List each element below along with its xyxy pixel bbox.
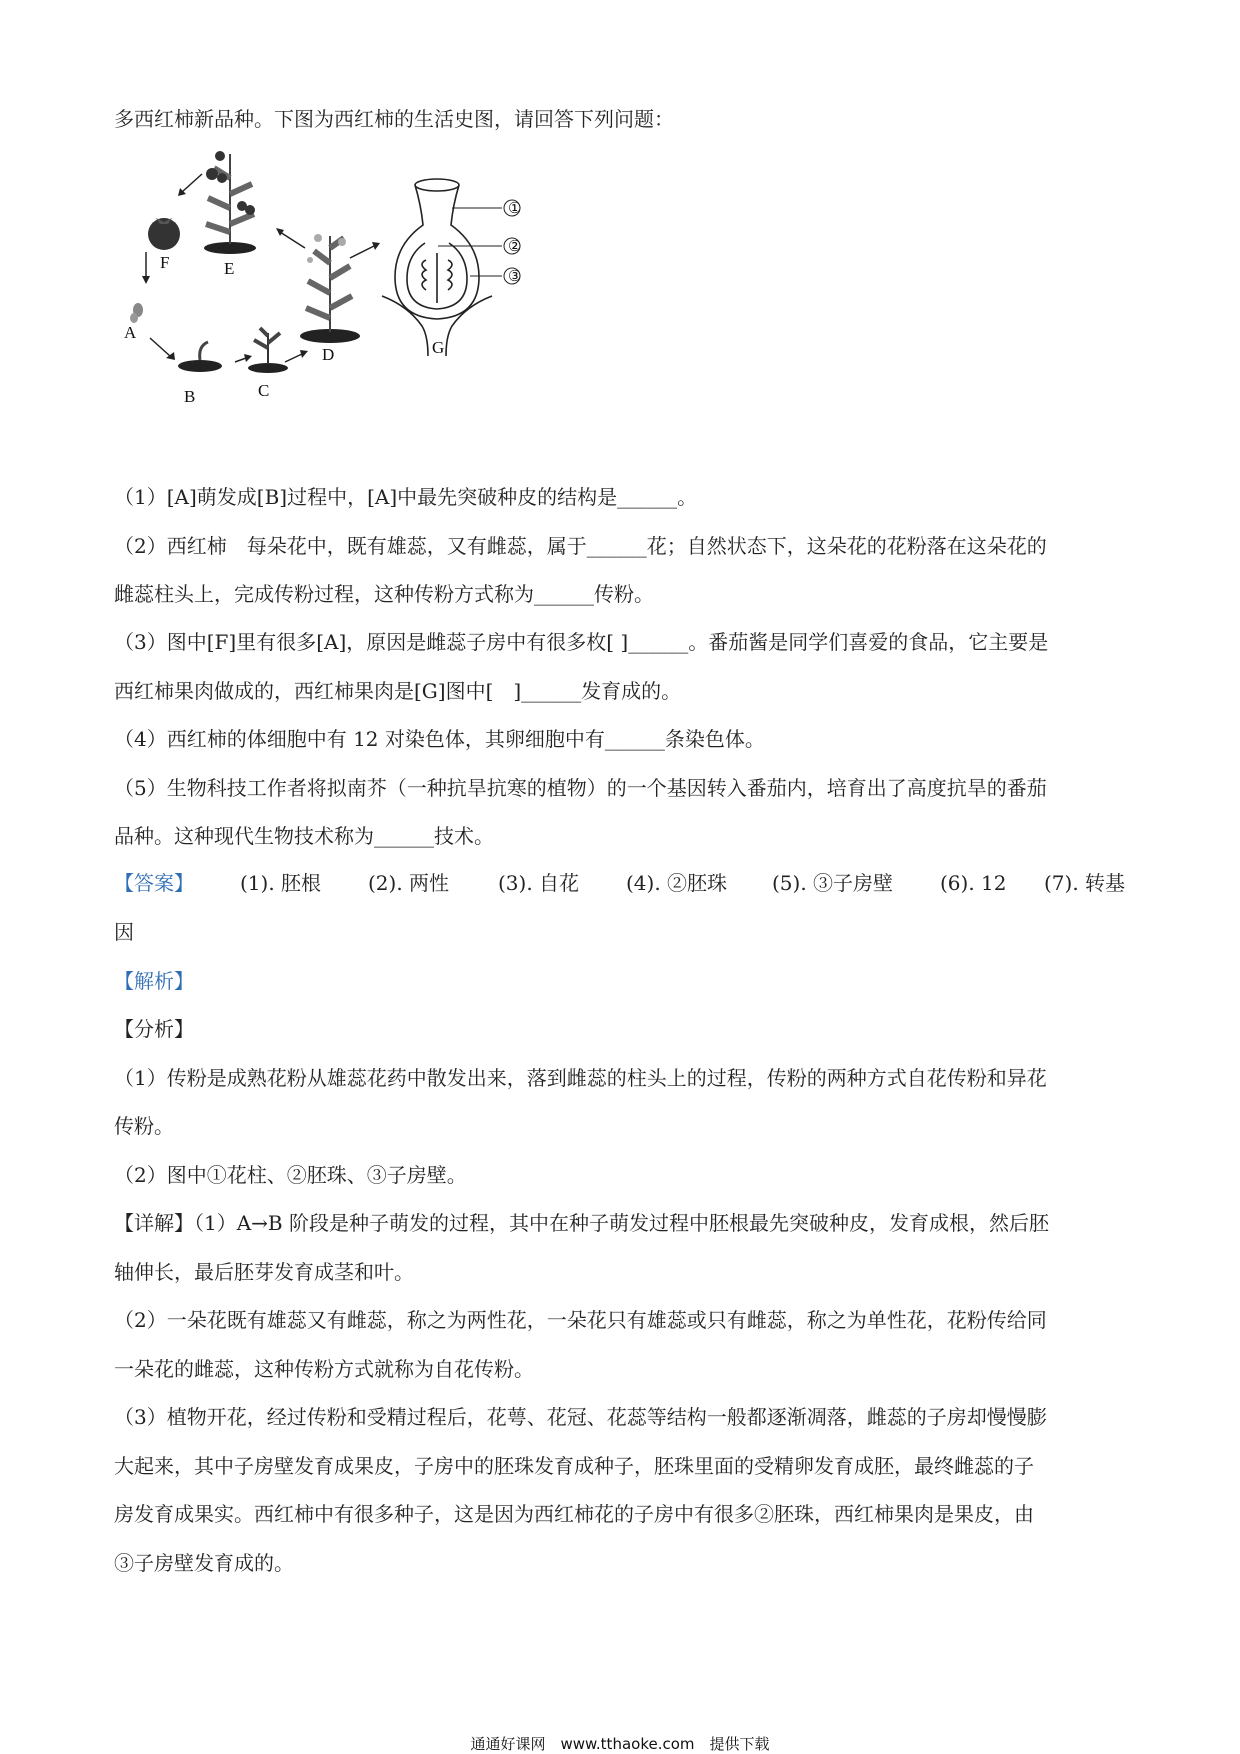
question-4: （4）西红柿的体细胞中有 12 对染色体，其卵细胞中有______条染色体。: [114, 727, 765, 751]
pistil-diagram: [382, 179, 492, 356]
page-footer: 通通好课网 www.tthaoke.com 提供下载: [470, 1735, 770, 1753]
germinating-seed-icon: [178, 342, 222, 372]
question-5-line-1: （5）生物科技工作者将拟南芥（一种抗旱抗寒的植物）的一个基因转入番茄内，培育出了高度抗旱的番茄: [114, 776, 1047, 800]
answer-item-5: (5). ③子房壁: [772, 871, 894, 895]
answer-item-6: (6). 12: [940, 871, 1007, 895]
label-c: C: [258, 381, 270, 400]
detail-line-8: ③子房壁发育成的。: [114, 1551, 294, 1575]
fenxi-tag: 【分析】: [114, 1017, 194, 1041]
pointer-lines: [438, 208, 502, 276]
detail-line-7: 房发育成果实。西红柿中有很多种子，这是因为西红柿花的子房中有很多②胚珠，西红柿果肉是果皮，由: [114, 1502, 1034, 1526]
question-2-line-2: 雌蕊柱头上，完成传粉过程，这种传粉方式称为______传粉。: [114, 582, 654, 606]
label-b: B: [184, 387, 196, 406]
flowering-plant-icon: [300, 234, 360, 343]
marker-2: ②: [508, 239, 522, 255]
answer-item-3: (3). 自花: [498, 871, 580, 895]
seed-icon: [130, 303, 143, 323]
answer-item-4: (4). ②胚珠: [626, 871, 728, 895]
fenxi-line-3: （2）图中①花柱、②胚珠、③子房壁。: [114, 1163, 467, 1187]
fenxi-line-2: 传粉。: [114, 1114, 174, 1138]
label-e: E: [224, 259, 235, 278]
detail-line-4: 一朵花的雌蕊，这种传粉方式就称为自花传粉。: [114, 1357, 534, 1381]
analysis-tag: 【解析】: [114, 969, 194, 993]
answer-tag: 【答案】: [114, 871, 194, 895]
label-g: G: [432, 338, 445, 357]
intro-text: 多西红柿新品种。下图为西红柿的生活史图，请回答下列问题：: [114, 107, 674, 131]
detail-line-1: [114, 1210, 1049, 1236]
question-2-line-1: （2）西红柿 每朵花中，既有雄蕊，又有雌蕊，属于______花；自然状态下，这朵花的花粉落在这朵花的: [114, 534, 1047, 558]
marker-3: ③: [508, 269, 522, 285]
marker-1: ①: [508, 201, 522, 217]
detail-tag: 【详解】: [114, 1211, 194, 1235]
question-1: （1）[A]萌发成[B]过程中，[A]中最先突破种皮的结构是______。: [114, 485, 698, 509]
answer-continuation: 因: [114, 920, 134, 944]
answer-item-7: (7). 转基: [1044, 871, 1126, 895]
detail-line-1-text: （1）A→B 阶段是种子萌发的过程，其中在种子萌发过程中胚根最先突破种皮，发育成根，然后胚: [194, 1211, 1049, 1235]
fruiting-plant-icon: [204, 151, 256, 254]
label-d: D: [322, 345, 335, 364]
fenxi-line-1: （1）传粉是成熟花粉从雄蕊花药中散发出来，落到雌蕊的柱头上的过程，传粉的两种方式自花传粉和异花: [114, 1066, 1047, 1090]
answer-item-1: (1). 胚根: [240, 871, 322, 895]
detail-line-5: （3）植物开花，经过传粉和受精过程后，花萼、花冠、花蕊等结构一般都逐渐凋落，雌蕊的子房却慢慢膨: [114, 1405, 1047, 1429]
label-a: A: [124, 323, 137, 342]
detail-line-2: 轴伸长，最后胚芽发育成茎和叶。: [114, 1260, 414, 1284]
label-f: F: [160, 253, 170, 272]
question-5-line-2: 品种。这种现代生物技术称为______技术。: [114, 824, 494, 848]
seedling-icon: [248, 328, 288, 373]
tomato-fruit-icon: [148, 218, 180, 250]
answer-item-2: (2). 两性: [368, 871, 450, 895]
detail-line-3: （2）一朵花既有雄蕊又有雌蕊，称之为两性花，一朵花只有雄蕊或只有雌蕊，称之为单性花，花粉传给同: [114, 1308, 1047, 1332]
detail-line-6: 大起来，其中子房壁发育成果皮，子房中的胚珠发育成种子，胚珠里面的受精卵发育成胚，最终雌蕊的子: [114, 1454, 1034, 1478]
question-3-line-2: 西红柿果肉做成的，西红柿果肉是[G]图中[ ]______发育成的。: [114, 679, 682, 703]
tomato-life-cycle-figure: [120, 148, 620, 458]
question-3-line-1: （3）图中[F]里有很多[A]，原因是雌蕊子房中有很多枚[ ]______。番茄酱是同学们喜爱的食品，它主要是: [114, 630, 1049, 654]
